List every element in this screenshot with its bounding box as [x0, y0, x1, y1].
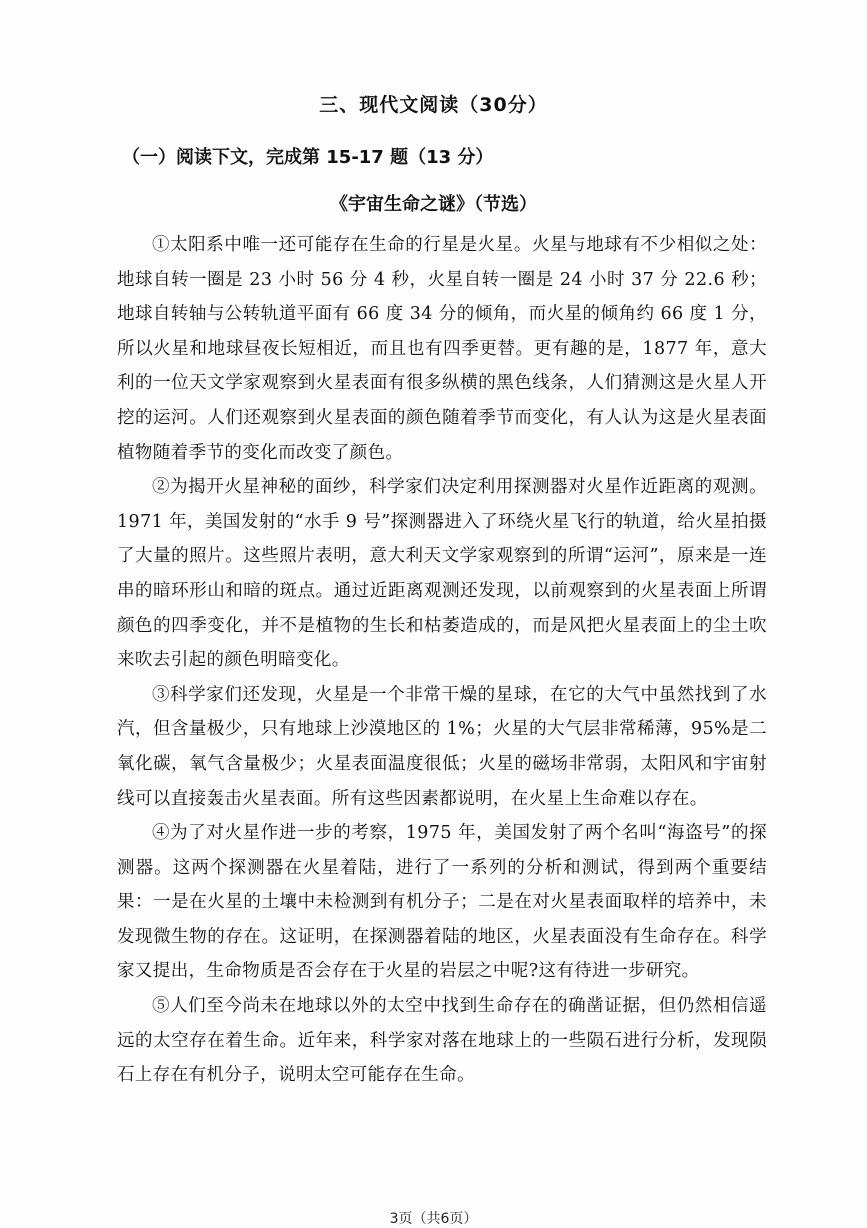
section-title: 三、现代文阅读（30分） [319, 94, 548, 116]
paragraph-3: ③科学家们还发现，火星是一个非常干燥的星球，在它的大气中虽然找到了水汽，但含量极少，只有地球上沙漠地区的 1%；火星的大气层非常稀薄，95%是二氧化碳，氧气含量极少；火星表面温度很低；火星的磁场非常弱，太阳风和宇宙射线可以直接轰击火星表面。所有这些因素都说明，在火星上生命难以存在。 [117, 684, 767, 809]
article-title: 《宇宙生命之谜》（节选） [330, 194, 537, 215]
question-instruction: （一）阅读下文，完成第 15-17 题（13 分） [122, 147, 494, 168]
article-body [117, 228, 767, 1093]
paragraph-4: ④为了对火星作进一步的考察，1975 年，美国发射了两个名叫“海盗号”的探测器。这两个探测器在火星着陆，进行了一系列的分析和测试，得到两个重要结果：一是在火星的土壤中未检测到有机分子；二是在对火星表面取样的培养中，未发现微生物的存在。这证明，在探测器着陆的地区，火星表面没有生命存在。科学家又提出，生命物质是否会存在于火星的岩层之中呢?这有待进一步研究。 [117, 823, 767, 982]
paragraph-1: ①太阳系中唯一还可能存在生命的行星是火星。火星与地球有不少相似之处：地球自转一圈是 23 小时 56 分 4 秒，火星自转一圈是 24 小时 37 分 22.6 秒；地球自转轴与公转轨道平面有 66 度 34 分的倾角，而火星的倾角约 66 度 1 分，所以火星和地球昼夜长短相近，而且也有四季更替。更有趣的是，1877 年，意大利的一位天文学家观察到火星表面有很多纵横的黑色线条，人们猜测这是火星人开挖的运河。人们还观察到火星表面的颜色随着季节而变化，有人认为这是火星表面植物随着季节的变化而改变了颜色。 [117, 235, 767, 463]
page-number: 3页（共6页） [389, 1211, 478, 1227]
paragraph-5: ⑤人们至今尚未在地球以外的太空中找到生命存在的确凿证据，但仍然相信遥远的太空存在着生命。近年来，科学家对落在地球上的一些陨石进行分析，发现陨石上存在有机分子，说明太空可能存在生命。 [117, 996, 767, 1086]
paragraph-2: ②为揭开火星神秘的面纱，科学家们决定利用探测器对火星作近距离的观测。1971 年，美国发射的“水手 9 号”探测器进入了环绕火星飞行的轨道，给火星拍摄了大量的照片。这些照片表明，意大利天文学家观察到的所谓“运河”，原来是一连串的暗环形山和暗的斑点。通过近距离观测还发现，以前观察到的火星表面上所谓颜色的四季变化，并不是植物的生长和枯萎造成的，而是风把火星表面上的尘土吹来吹去引起的颜色明暗变化。 [117, 477, 767, 671]
